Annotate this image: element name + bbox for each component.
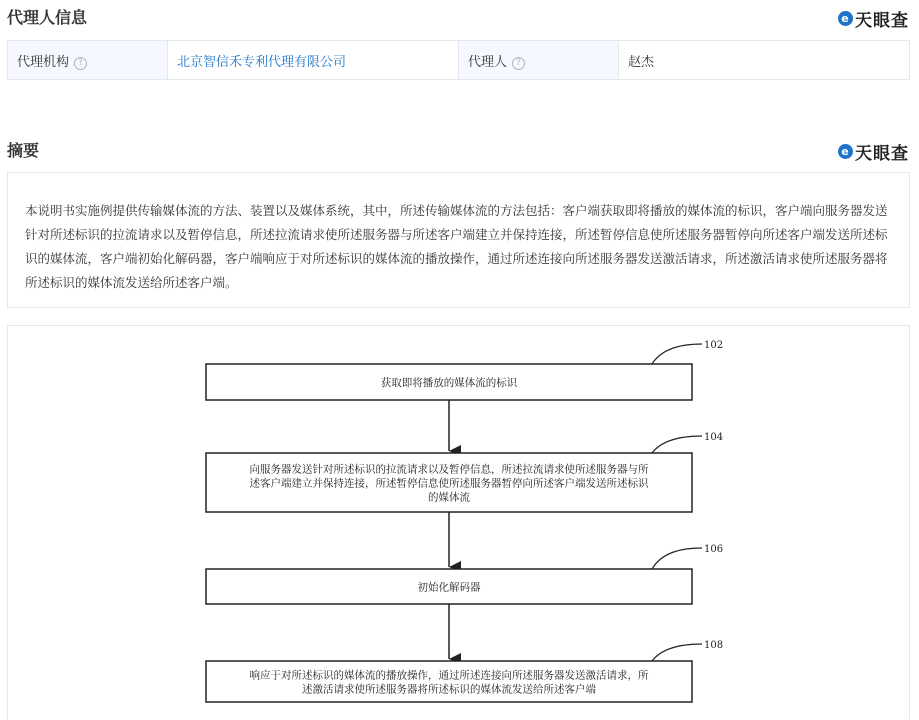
agency-link[interactable]: 北京智信禾专利代理有限公司 (177, 54, 347, 70)
flow-ref-leader (652, 344, 702, 364)
abstract-section-title: 摘要 (7, 141, 40, 160)
agent-label: 代理人 (468, 54, 508, 70)
agent-section-title: 代理人信息 (7, 8, 88, 27)
help-icon[interactable]: ? (512, 57, 525, 70)
abstract-text: 本说明书实施例提供传输媒体流的方法、装置以及媒体系统，其中，所述传输媒体流的方法包括：客户端获取即将播放的媒体流的标识，客户端向服务器发送针对所述标识的拉流请求以及暂停信息，所述拉流请求使所述服务器与所述客户端建立并保持连接，所述暂停信息使所述服务器暂停向所述客户端发送所述标识的媒体流，客户端初始化解码器，客户端响应于对所述标识的媒体流的播放操作，通过所述连接向所述服务器发送激活请求，所述激活请求使所述服务器将所述标识的媒体流发送给所述客户端。 (25, 203, 888, 290)
table-row (8, 41, 910, 80)
abstract-box (7, 172, 910, 308)
flowchart (8, 326, 911, 720)
tianyancha-logo-icon: e (838, 11, 853, 26)
flow-step-text: 响应于对所述标识的媒体流的播放操作，通过所述连接向所述服务器发送激活请求，所 (249, 669, 649, 682)
flow-ref-label: 106 (704, 544, 724, 555)
flow-step-text: 向服务器发送针对所述标识的拉流请求以及暂停信息，所述拉流请求使所述服务器与所 (249, 463, 649, 476)
flow-ref-label: 102 (704, 340, 724, 351)
flow-step-text: 的媒体流 (428, 491, 470, 504)
agency-label-cell (8, 41, 168, 80)
logo-text: 天眼查 (855, 144, 909, 164)
agency-label: 代理机构 (17, 54, 70, 70)
agent-label-cell (459, 41, 619, 80)
flow-ref-leader (652, 548, 702, 569)
flow-ref-leader (652, 644, 702, 661)
tianyancha-logo[interactable] (838, 139, 909, 164)
flow-ref-leader (652, 436, 702, 453)
agent-value-cell (619, 41, 910, 80)
flow-step-text: 述激活请求使所述服务器将所述标识的媒体流发送给所述客户端 (302, 683, 596, 696)
flow-step-text: 初始化解码器 (417, 581, 481, 594)
abstract-figure (7, 325, 910, 719)
flow-ref-label: 108 (704, 640, 724, 651)
tianyancha-logo[interactable] (838, 6, 909, 31)
flow-step-box (206, 661, 692, 702)
flow-step-text: 获取即将播放的媒体流的标识 (380, 377, 518, 389)
tianyancha-logo-icon: e (838, 144, 853, 159)
flow-ref-label: 104 (704, 432, 724, 443)
help-icon[interactable]: ? (74, 57, 87, 70)
agency-value-cell (168, 41, 459, 80)
agent-info-table (7, 40, 910, 80)
logo-text: 天眼查 (855, 11, 909, 31)
flow-step-text: 述客户端建立并保持连接，所述暂停信息使所述服务器暂停向所述客户端发送所述标识 (249, 477, 649, 490)
agent-value: 赵杰 (628, 54, 655, 70)
